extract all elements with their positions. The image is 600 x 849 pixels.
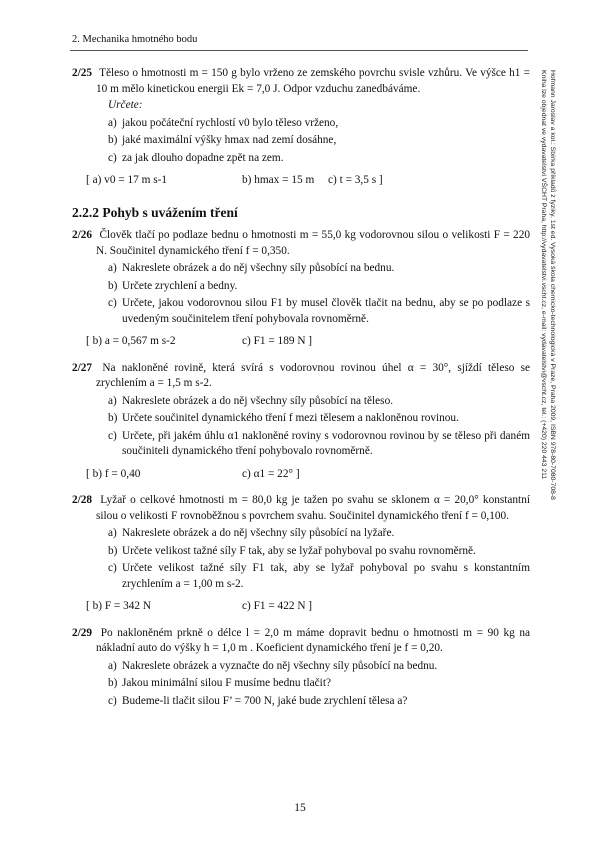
subquestion [108, 133, 530, 149]
subquestion-text: Určete, při jakém úhlu α1 nakloněné roviny s vodorovnou rovinou by se těleso při daném součiniteli dynamického tření pohybovalo rovnoměrně. [122, 429, 530, 457]
answer-c: c) F1 = 189 N ] [242, 335, 313, 347]
subquestion [108, 676, 530, 692]
subquestion-list [72, 659, 530, 710]
problem-2-26 [72, 228, 530, 350]
page-content [72, 66, 530, 720]
problem-number: 2/27 [72, 361, 93, 374]
problem-2-25 [72, 66, 530, 189]
subquestion-letter: b) [108, 677, 118, 689]
answer-b: [ b) a = 0,567 m s-2 [86, 335, 176, 347]
subquestion-text: Nakreslete obrázek a do něj všechny síly působící na těleso. [122, 394, 394, 407]
problem-text: Po nakloněném prkně o délce l = 2,0 m máme dopravit bednu o hmotnosti m = 90 kg na nákladní auto do výšky h = 1,0 m . Koeficient dynamického tření je f = 0,20. [96, 626, 530, 654]
running-header: 2. Mechanika hmotného bodu [72, 34, 198, 45]
subquestion [108, 694, 530, 710]
answer-b: b) hmax = 15 m [242, 174, 315, 186]
answer-b: [ b) f = 0,40 [86, 467, 141, 480]
subquestion [108, 561, 530, 592]
answer-c: c) α1 = 22° ] [242, 467, 300, 480]
subquestion [108, 544, 530, 560]
subquestion [108, 429, 530, 460]
subquestion-letter: b) [108, 134, 118, 146]
subquestion-letter: b) [108, 544, 118, 557]
subquestion-text: jaké maximální výšky hmax nad zemí dosáhne, [122, 134, 337, 146]
problem-2-28 [72, 493, 530, 615]
subquestion-text: Nakreslete obrázek a do něj všechny síly působící na lyžaře. [122, 527, 395, 539]
subquestion-text: Určete zrychlení a bedny. [122, 279, 238, 292]
problem-statement [72, 493, 530, 524]
problem-statement [72, 228, 530, 259]
subquestion-text: Určete součinitel dynamického tření f mezi tělesem a nakloněnou rovinou. [122, 412, 459, 424]
problem-text: Člověk tlačí po podlaze bednu o hmotnosti m = 55,0 kg vodorovnou silou o velikosti F = 220 N. Součinitel dynamického tření f = 0,350. [96, 229, 530, 257]
page-number: 15 [294, 802, 306, 814]
subquestion-letter: a) [108, 527, 117, 539]
subquestion-list [72, 261, 530, 327]
problem-statement [72, 361, 530, 392]
subquestion-text: Určete velikost tažné síly F1 tak, aby se lyžař pohyboval po svahu s konstantním zrychlením a = 1,00 m s-2. [122, 562, 530, 590]
problem-2-27 [72, 361, 530, 483]
subquestion-letter: b) [108, 412, 118, 424]
problem-2-29 [72, 626, 530, 710]
header-rule [70, 50, 528, 51]
subquestion-letter: c) [108, 429, 117, 442]
subquestion [108, 279, 530, 295]
subquestion [108, 116, 530, 132]
subquestion-list [72, 116, 530, 167]
subquestion [108, 151, 530, 167]
citation-line-1: Hofmann Jaroslav a kol.: Sbírka příkladů z fyziky. 1st ed. Vysoká škola chemicko-technologická v Praze, Praha 2009, ISBN 978-80-7080-708-8 [549, 70, 556, 500]
answer-line [72, 467, 530, 483]
problem-text: Na nakloněné rovině, která svírá s vodorovnou rovinou úhel α = 30°, sjíždí těleso se zrychlením a = 1,5 m s-2. [96, 361, 531, 389]
subquestion-letter: a) [108, 394, 117, 407]
subquestion [108, 659, 530, 675]
subquestion-text: Budeme-li tlačit silou F’ = 700 N, jaké bude zrychlení tělesa a? [122, 694, 408, 707]
section-heading: 2.2.2 Pohyb s uvážením tření [72, 204, 238, 220]
subquestion-text: Určete, jakou vodorovnou silou F1 by musel člověk tlačit na bednu, aby se po podlaze s uvedeným součinitelem tření pohybovala rovnoměrně. [122, 297, 530, 325]
subquestion-letter: c) [108, 562, 117, 574]
answer-a: [ a) v0 = 17 m s-1 [86, 174, 168, 186]
subquestion-letter: a) [108, 659, 117, 672]
subquestion [108, 526, 530, 542]
subquestion [108, 411, 530, 427]
subquestion-text: Jakou minimální silou F musíme bednu tlačit? [122, 677, 331, 689]
problem-text: Těleso o hmotnosti m = 150 g bylo vrženo ze zemského povrchu svisle vzhůru. Ve výšce h1 = 10 m mělo kinetickou energii Ek = 7,0 J. Odpor vzduchu zanedbáváme. [96, 67, 530, 95]
answer-line [72, 599, 530, 615]
subquestion-text: za jak dlouho dopadne zpět na zem. [122, 151, 284, 164]
subquestion-text: jakou počáteční rychlostí v0 bylo těleso vrženo, [122, 116, 339, 129]
subquestion-text: Určete velikost tažné síly F tak, aby se lyžař pohyboval po svahu rovnoměrně. [122, 544, 476, 557]
problem-number: 2/25 [72, 67, 93, 79]
subquestion-letter: c) [108, 297, 117, 309]
answer-c: c) F1 = 422 N ] [242, 600, 313, 612]
subquestion [108, 394, 530, 410]
problem-number: 2/29 [72, 626, 93, 639]
subquestion-letter: a) [108, 262, 117, 274]
subquestion [108, 261, 530, 277]
answer-b: [ b) F = 342 N [86, 600, 152, 612]
problem-number: 2/26 [72, 229, 93, 241]
subquestion-list [72, 526, 530, 592]
citation-line-2: Kniha lze objednat ve vydavatelství VŠCHT Praha, http://vydavatelstvi.vscht.cz, e-mail: vydavatelstvi@vscht.cz, tel.: (+420) 220 443 211 [540, 70, 547, 480]
side-citation [539, 70, 557, 590]
subquestion [108, 296, 530, 327]
subquestion-list [72, 394, 530, 460]
problem-number: 2/28 [72, 494, 93, 506]
subquestion-letter: c) [108, 694, 117, 707]
answer-line [72, 173, 530, 189]
subquestion-text: Nakreslete obrázek a vyznačte do něj všechny síly působící na bednu. [122, 659, 438, 672]
problem-text: Lyžař o celkové hmotnosti m = 80,0 kg je tažen po svahu se sklonem α = 20,0° konstantní silou o velikosti F rovnoběžnou s povrchem svahu. Součinitel dynamického tření f = 0,100. [96, 494, 530, 522]
problem-statement [72, 66, 530, 97]
subquestion-letter: c) [108, 151, 117, 164]
answer-c: c) t = 3,5 s ] [328, 174, 383, 186]
subquestion-text: Nakreslete obrázek a do něj všechny síly působící na bednu. [122, 262, 395, 274]
subquestion-letter: b) [108, 279, 118, 292]
problem-statement [72, 626, 530, 657]
answer-line [72, 334, 530, 350]
problem-prompt: Určete: [108, 99, 143, 111]
subquestion-letter: a) [108, 116, 117, 129]
